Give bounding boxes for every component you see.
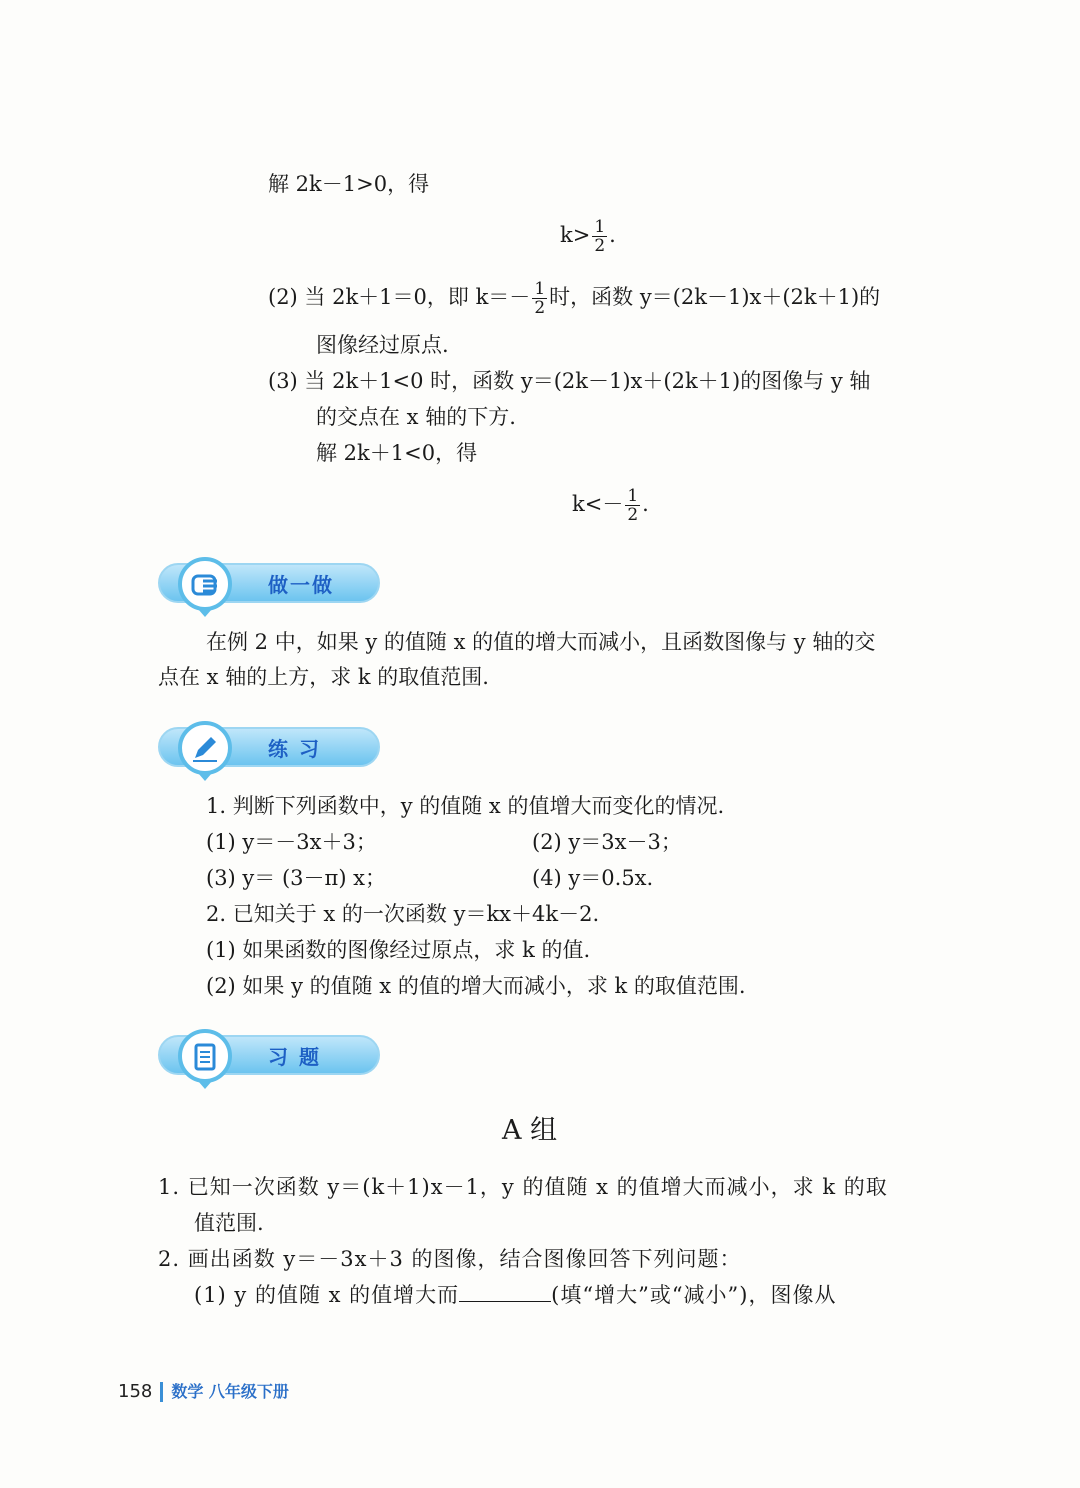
- exercises-label: 习 题: [268, 1045, 321, 1069]
- solution-line-2: 解 2k＋1<0，得: [316, 441, 478, 465]
- case-2-text-a: (2) 当 2k＋1＝0，即 k＝－: [268, 285, 531, 309]
- case-2-text-b: 时，函数 y＝(2k－1)x＋(2k＋1)的: [549, 285, 881, 309]
- exercise-2-1-text-b: (填“增大”或“减小”)，图像从: [551, 1283, 837, 1307]
- fraction-one-half: $\frac{1}{2}$: [594, 217, 606, 256]
- do-it-text-1: 在例 2 中，如果 y 的值随 x 的值的增大而减小，且函数图像与 y 轴的交: [206, 630, 876, 654]
- group-heading: A 组: [502, 1115, 558, 1146]
- fraction-one-half: $\frac{1}{2}$: [534, 279, 546, 318]
- practice-q1: 1. 判断下列函数中，y 的值随 x 的值增大而变化的情况.: [206, 794, 725, 818]
- fraction-one-half: $\frac{1}{2}$: [627, 486, 639, 525]
- solution-line-1: 解 2k－1>0，得: [268, 172, 430, 196]
- practice-q2-2: (2) 如果 y 的值随 x 的值的增大而减小，求 k 的取值范围.: [206, 974, 746, 998]
- notepad-icon: [178, 1029, 232, 1083]
- pencil-icon: [178, 721, 232, 775]
- case-2-line: [268, 280, 880, 317]
- practice-q1-2: (2) y＝3x－3；: [532, 830, 682, 854]
- exercises-badge: [158, 1035, 380, 1081]
- answer-blank[interactable]: [459, 1281, 551, 1302]
- practice-q1-1: (1) y＝－3x＋3；: [206, 830, 377, 854]
- exercise-2: 2. 画出函数 y＝－3x＋3 的图像，结合图像回答下列问题：: [158, 1247, 742, 1271]
- book-title: 数学 八年级下册: [171, 1382, 289, 1401]
- do-it-text-2: 点在 x 轴的上方，求 k 的取值范围.: [158, 665, 489, 689]
- inequality-lhs: k<－: [572, 492, 624, 516]
- exercise-1-line-2: 值范围.: [194, 1211, 264, 1235]
- page-number: 158: [118, 1381, 153, 1402]
- practice-q2-1: (1) 如果函数的图像经过原点，求 k 的值.: [206, 938, 591, 962]
- practice-q1-3: (3) y＝ (3－π) x；: [206, 866, 387, 890]
- case-2-continuation: 图像经过原点.: [316, 333, 449, 357]
- footer-divider: [160, 1382, 163, 1402]
- exercise-2-1: [194, 1281, 837, 1309]
- inequality-k-less: k<－ $\frac{1}{2}$ .: [572, 486, 649, 525]
- exercise-2-1-text-a: (1) y 的值随 x 的值增大而: [194, 1283, 460, 1307]
- exercise-1-line-1: 1. 已知一次函数 y＝(k＋1)x－1，y 的值随 x 的值增大而减小，求 k 的取: [158, 1175, 888, 1199]
- practice-q2: 2. 已知关于 x 的一次函数 y＝kx＋4k－2.: [206, 902, 600, 926]
- inequality-k-greater: k> $\frac{1}{2}$ .: [560, 217, 616, 256]
- practice-q1-4: (4) y＝0.5x.: [532, 866, 654, 890]
- case-3-line: (3) 当 2k＋1<0 时，函数 y＝(2k－1)x＋(2k＋1)的图像与 y 轴: [268, 369, 871, 393]
- inequality-lhs: k>: [560, 223, 591, 247]
- practice-badge: [158, 727, 380, 773]
- do-it-label: 做一做: [268, 573, 334, 597]
- hand-icon: [178, 557, 232, 611]
- do-it-badge: [158, 563, 380, 609]
- case-3-continuation: 的交点在 x 轴的下方.: [316, 405, 516, 429]
- page-footer: [118, 1379, 289, 1402]
- practice-label: 练 习: [268, 737, 321, 761]
